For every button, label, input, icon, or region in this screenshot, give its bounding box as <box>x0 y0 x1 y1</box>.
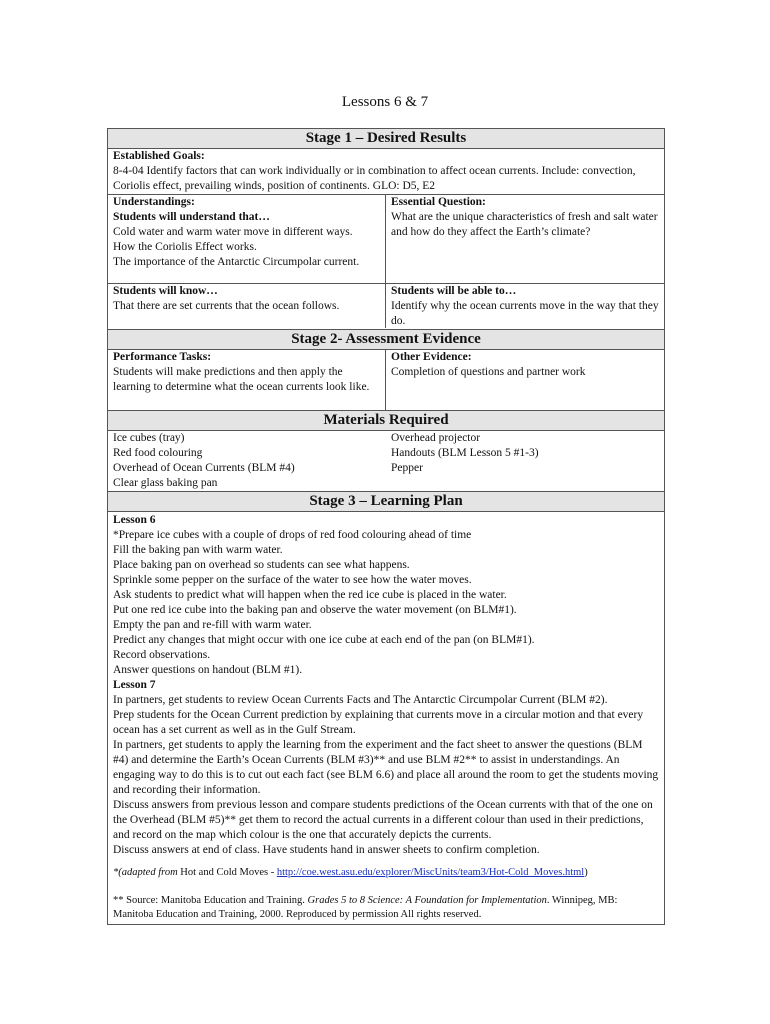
adapted-suffix: ) <box>584 867 588 878</box>
source-title: Grades 5 to 8 Science: A Foundation for Implementation <box>307 895 547 906</box>
know-cell <box>108 284 386 328</box>
goals-text: 8-4-04 Identify factors that can work individually or in combination to affect ocean currents. Include: convection, Coriolis effect, prevailing winds, position of continents. GLO: D5, E2 <box>113 165 636 192</box>
plan-step: In partners, get students to review Ocean Currents Facts and The Antarctic Circumpolar Current (BLM #2). <box>113 694 608 706</box>
able-label: Students will be able to… <box>391 285 517 297</box>
plan-step: Empty the pan and re-fill with warm water. <box>113 619 312 631</box>
understandings-row <box>108 194 664 283</box>
material-item: Red food colouring <box>113 447 203 459</box>
material-item: Clear glass baking pan <box>113 477 218 489</box>
essential-question-cell <box>386 195 664 283</box>
learning-plan <box>108 512 664 924</box>
understand-item: The importance of the Antarctic Circumpolar current. <box>113 256 360 268</box>
lesson7-label: Lesson 7 <box>113 679 156 691</box>
material-item: Ice cubes (tray) <box>113 432 185 444</box>
source-note <box>113 894 660 922</box>
page-title: Lessons 6 & 7 <box>341 94 429 110</box>
source-suffix: . Winnipeg, MB: Manitoba Education and Training, 2000. Reproduced by permission All rights reserved. <box>113 895 618 920</box>
assessment-row <box>108 350 664 410</box>
plan-step: In partners, get students to apply the learning from the experiment and the fact sheet to answer the questions (BLM #4) and determine the Earth’s Ocean Currents (BLM #3)** and use BLM #2** to assist in understandings. An engaging way to do this is to cut out each fact (see BLM 6.6) and place all around the room to get the students moving and recording their information. <box>113 739 659 796</box>
material-item: Pepper <box>391 462 423 474</box>
plan-step: Prep students for the Ocean Current prediction by explaining that currents move in a circular motion and that every ocean has a set current as well as in the Gulf Stream. <box>113 709 644 736</box>
essential-label: Essential Question: <box>391 196 486 208</box>
adapted-prefix: *(adapted from <box>113 867 178 878</box>
hot-cold-moves-link[interactable]: http://coe.west.asu.edu/explorer/MiscUnits/team3/Hot-Cold_Moves.html <box>276 867 585 878</box>
plan-step: Discuss answers at end of class. Have students hand in answer sheets to confirm completion. <box>113 844 540 856</box>
material-item: Overhead of Ocean Currents (BLM #4) <box>113 462 295 474</box>
lesson6-label: Lesson 6 <box>113 514 156 526</box>
plan-step: Discuss answers from previous lesson and compare students predictions of the Ocean currents with that of the one on the Overhead (BLM #5)** get them to record the actual currents in a different colour than used in their predictions, and record on the map which colour is the one that accurately depicts the currents. <box>113 799 653 841</box>
know-text: That there are set currents that the ocean follows. <box>113 300 340 312</box>
lesson-plan-table <box>107 128 665 925</box>
materials-right <box>386 431 664 491</box>
materials-left <box>108 431 386 491</box>
goals-label: Established Goals: <box>113 150 205 162</box>
other-label: Other Evidence: <box>391 351 472 363</box>
plan-step: Sprinkle some pepper on the surface of the water to see how the water moves. <box>113 574 472 586</box>
adapted-note <box>113 865 660 880</box>
know-row <box>108 283 664 329</box>
adapted-mid: Hot and Cold Moves - <box>177 867 277 878</box>
other-text: Completion of questions and partner work <box>391 366 586 378</box>
source-prefix: ** Source: Manitoba Education and Training. <box>113 895 308 906</box>
material-item: Handouts (BLM Lesson 5 #1-3) <box>391 447 539 459</box>
plan-step: Record observations. <box>113 649 211 661</box>
plan-step: Predict any changes that might occur with one ice cube at each end of the pan (on BLM#1). <box>113 634 535 646</box>
performance-cell <box>108 350 386 410</box>
materials-heading: Materials Required <box>108 410 664 431</box>
understand-item: Cold water and warm water move in different ways. <box>113 226 353 238</box>
material-item: Overhead projector <box>391 432 481 444</box>
other-evidence-cell <box>386 350 664 410</box>
performance-text: Students will make predictions and then apply the learning to determine what the ocean currents look like. <box>113 366 370 393</box>
plan-step: Put one red ice cube into the baking pan and observe the water movement (on BLM#1). <box>113 604 517 616</box>
plan-step: Place baking pan on overhead so students can see what happens. <box>113 559 410 571</box>
plan-step: Fill the baking pan with warm water. <box>113 544 283 556</box>
essential-text: What are the unique characteristics of fresh and salt water and how do they affect the Earth’s climate? <box>391 211 658 238</box>
plan-step: *Prepare ice cubes with a couple of drops of red food colouring ahead of time <box>113 529 472 541</box>
able-text: Identify why the ocean currents move in the way that they do. <box>391 300 659 327</box>
understandings-cell <box>108 195 386 283</box>
plan-step: Ask students to predict what will happen when the red ice cube is placed in the water. <box>113 589 507 601</box>
know-label: Students will know… <box>113 285 218 297</box>
able-cell <box>386 284 664 329</box>
established-goals <box>108 149 664 194</box>
stage2-heading: Stage 2- Assessment Evidence <box>108 329 664 350</box>
plan-step: Answer questions on handout (BLM #1). <box>113 664 303 676</box>
materials-row <box>108 431 664 491</box>
performance-label: Performance Tasks: <box>113 351 212 363</box>
understandings-label: Understandings: <box>113 196 195 208</box>
stage1-heading: Stage 1 – Desired Results <box>108 129 664 149</box>
understand-label: Students will understand that… <box>113 211 270 223</box>
understand-item: How the Coriolis Effect works. <box>113 241 257 253</box>
stage3-heading: Stage 3 – Learning Plan <box>108 491 664 512</box>
